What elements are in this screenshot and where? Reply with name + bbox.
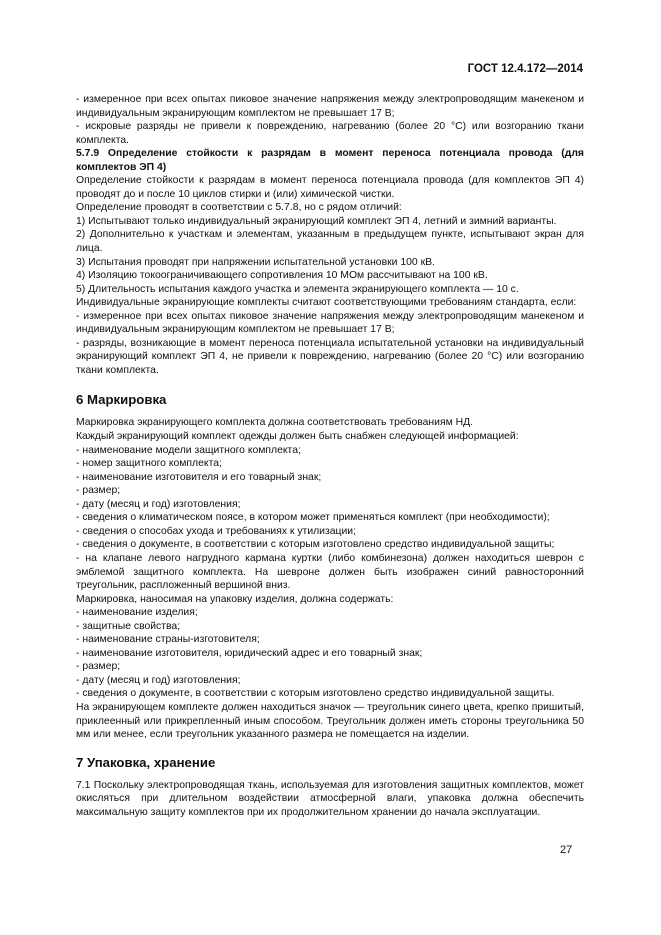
list-item: - размер; <box>76 661 121 673</box>
paragraph: Определение стойкости к разрядам в момент переноса потенциала провода (для комплектов ЭП 4) проводят до и после 10 циклов стирки и (или) химической чистки. <box>76 175 584 200</box>
standard-header: ГОСТ 12.4.172—2014 <box>467 63 583 75</box>
paragraph: Индивидуальные экранирующие комплекты считают соответствующими требованиям стандарта, если: <box>76 297 577 309</box>
paragraph: Маркировка, наносимая на упаковку изделия, должна содержать: <box>76 593 394 605</box>
paragraph: Маркировка экранирующего комплекта должна соответствовать требованиям НД. <box>76 417 474 429</box>
list-item: - дату (месяц и год) изготовления; <box>76 674 241 686</box>
section-6-heading: 6 Маркировка <box>76 392 167 408</box>
list-item: 4) Изоляцию токоограничивающего сопротивления 10 МОм рассчитывают на 100 кВ. <box>76 270 488 282</box>
list-item: - наименование изделия; <box>76 607 198 619</box>
list-item: 3) Испытания проводят при напряжении испытательной установки 100 кВ. <box>76 256 435 268</box>
list-item: 5) Длительность испытания каждого участка и элемента экранирующего комплекта — 10 с. <box>76 283 519 295</box>
list-item: - сведения о документе, в соответствии с которым изготовлено средство индивидуальной защиты; <box>76 539 555 551</box>
list-item: - измеренное при всех опытах пиковое значение напряжения между электропроводящим манекеном и индивидуальным экранирующим комплектом не превышает 17 В; <box>76 94 584 119</box>
list-item: - дату (месяц и год) изготовления; <box>76 498 241 510</box>
list-item: - сведения о климатическом поясе, в котором может применяться комплект (при необходимости); <box>76 512 550 524</box>
list-item: - сведения о способах ухода и требованиях к утилизации; <box>76 525 356 537</box>
list-item: - наименование модели защитного комплекта; <box>76 444 301 456</box>
paragraph: 7.1 Поскольку электропроводящая ткань, используемая для изготовления защитных комплектов, может окисляться при длительном воздействии атмосферной влаги, упаковка должна обеспечить максимальную защиту комплектов при их продолжительном хранении до начала эксплуатации. <box>76 779 584 818</box>
paragraph: Определение проводят в соответствии с 5.7.8, но с рядом отличий: <box>76 202 402 214</box>
section-7-heading: 7 Упаковка, хранение <box>76 754 216 770</box>
list-item: - измеренное при всех опытах пиковое значение напряжения между электропроводящим манекеном и индивидуальным экранирующим комплектом не превышает 17 В; <box>76 310 584 336</box>
list-item: - сведения о документе, в соответствии с которым изготовлено средство индивидуальной защиты. <box>76 688 555 700</box>
list-item: - разряды, возникающие в момент переноса потенциала испытательной установки на индивидуальный экранирующий комплект ЭП 4, не привели к повреждению, нагреванию (более 20 °С) или возгоранию ткани комплекта. <box>76 337 584 376</box>
page-number: 27 <box>560 844 573 856</box>
list-item: - номер защитного комплекта; <box>76 458 222 470</box>
page-content <box>76 93 584 819</box>
list-item: - наименование страны-изготовителя; <box>76 634 260 646</box>
list-item: - на клапане левого нагрудного кармана куртки (либо комбинезона) должен находиться шеврон с эмблемой защитного комплекта. На шевроне должен быть изображен синий равносторонний треугольник, распложенный вершиной вниз. <box>76 552 584 592</box>
section-5-7-9-title: 5.7.9 Определение стойкости к разрядам в момент переноса потенциала провода (для комплектов ЭП 4) <box>76 148 584 173</box>
list-item: - искровые разряды не привели к повреждению, нагреванию (более 20 °С) или возгоранию ткани комплекта. <box>76 121 584 146</box>
list-item: - наименование изготовителя и его товарный знак; <box>76 471 322 483</box>
list-item: - защитные свойства; <box>76 620 181 632</box>
paragraph: На экранирующем комплекте должен находиться значок — треугольник синего цвета, крепко пришитый, приклеенный или прикрепленный иным способом. Треугольник должен иметь стороны треугольника 50 мм или менее, если треугольник указанного размера не помещается на изделии. <box>76 701 584 741</box>
list-item: 2) Дополнительно к участкам и элементам, указанным в предыдущем пункте, испытывают экран для лица. <box>76 229 584 255</box>
list-item: - размер; <box>76 485 121 497</box>
paragraph: Каждый экранирующий комплект одежды должен быть снабжен следующей информацией: <box>76 431 519 443</box>
list-item: - наименование изготовителя, юридический адрес и его товарный знак; <box>76 647 423 659</box>
list-item: 1) Испытывают только индивидуальный экранирующий комплект ЭП 4, летний и зимний варианты. <box>76 215 557 227</box>
